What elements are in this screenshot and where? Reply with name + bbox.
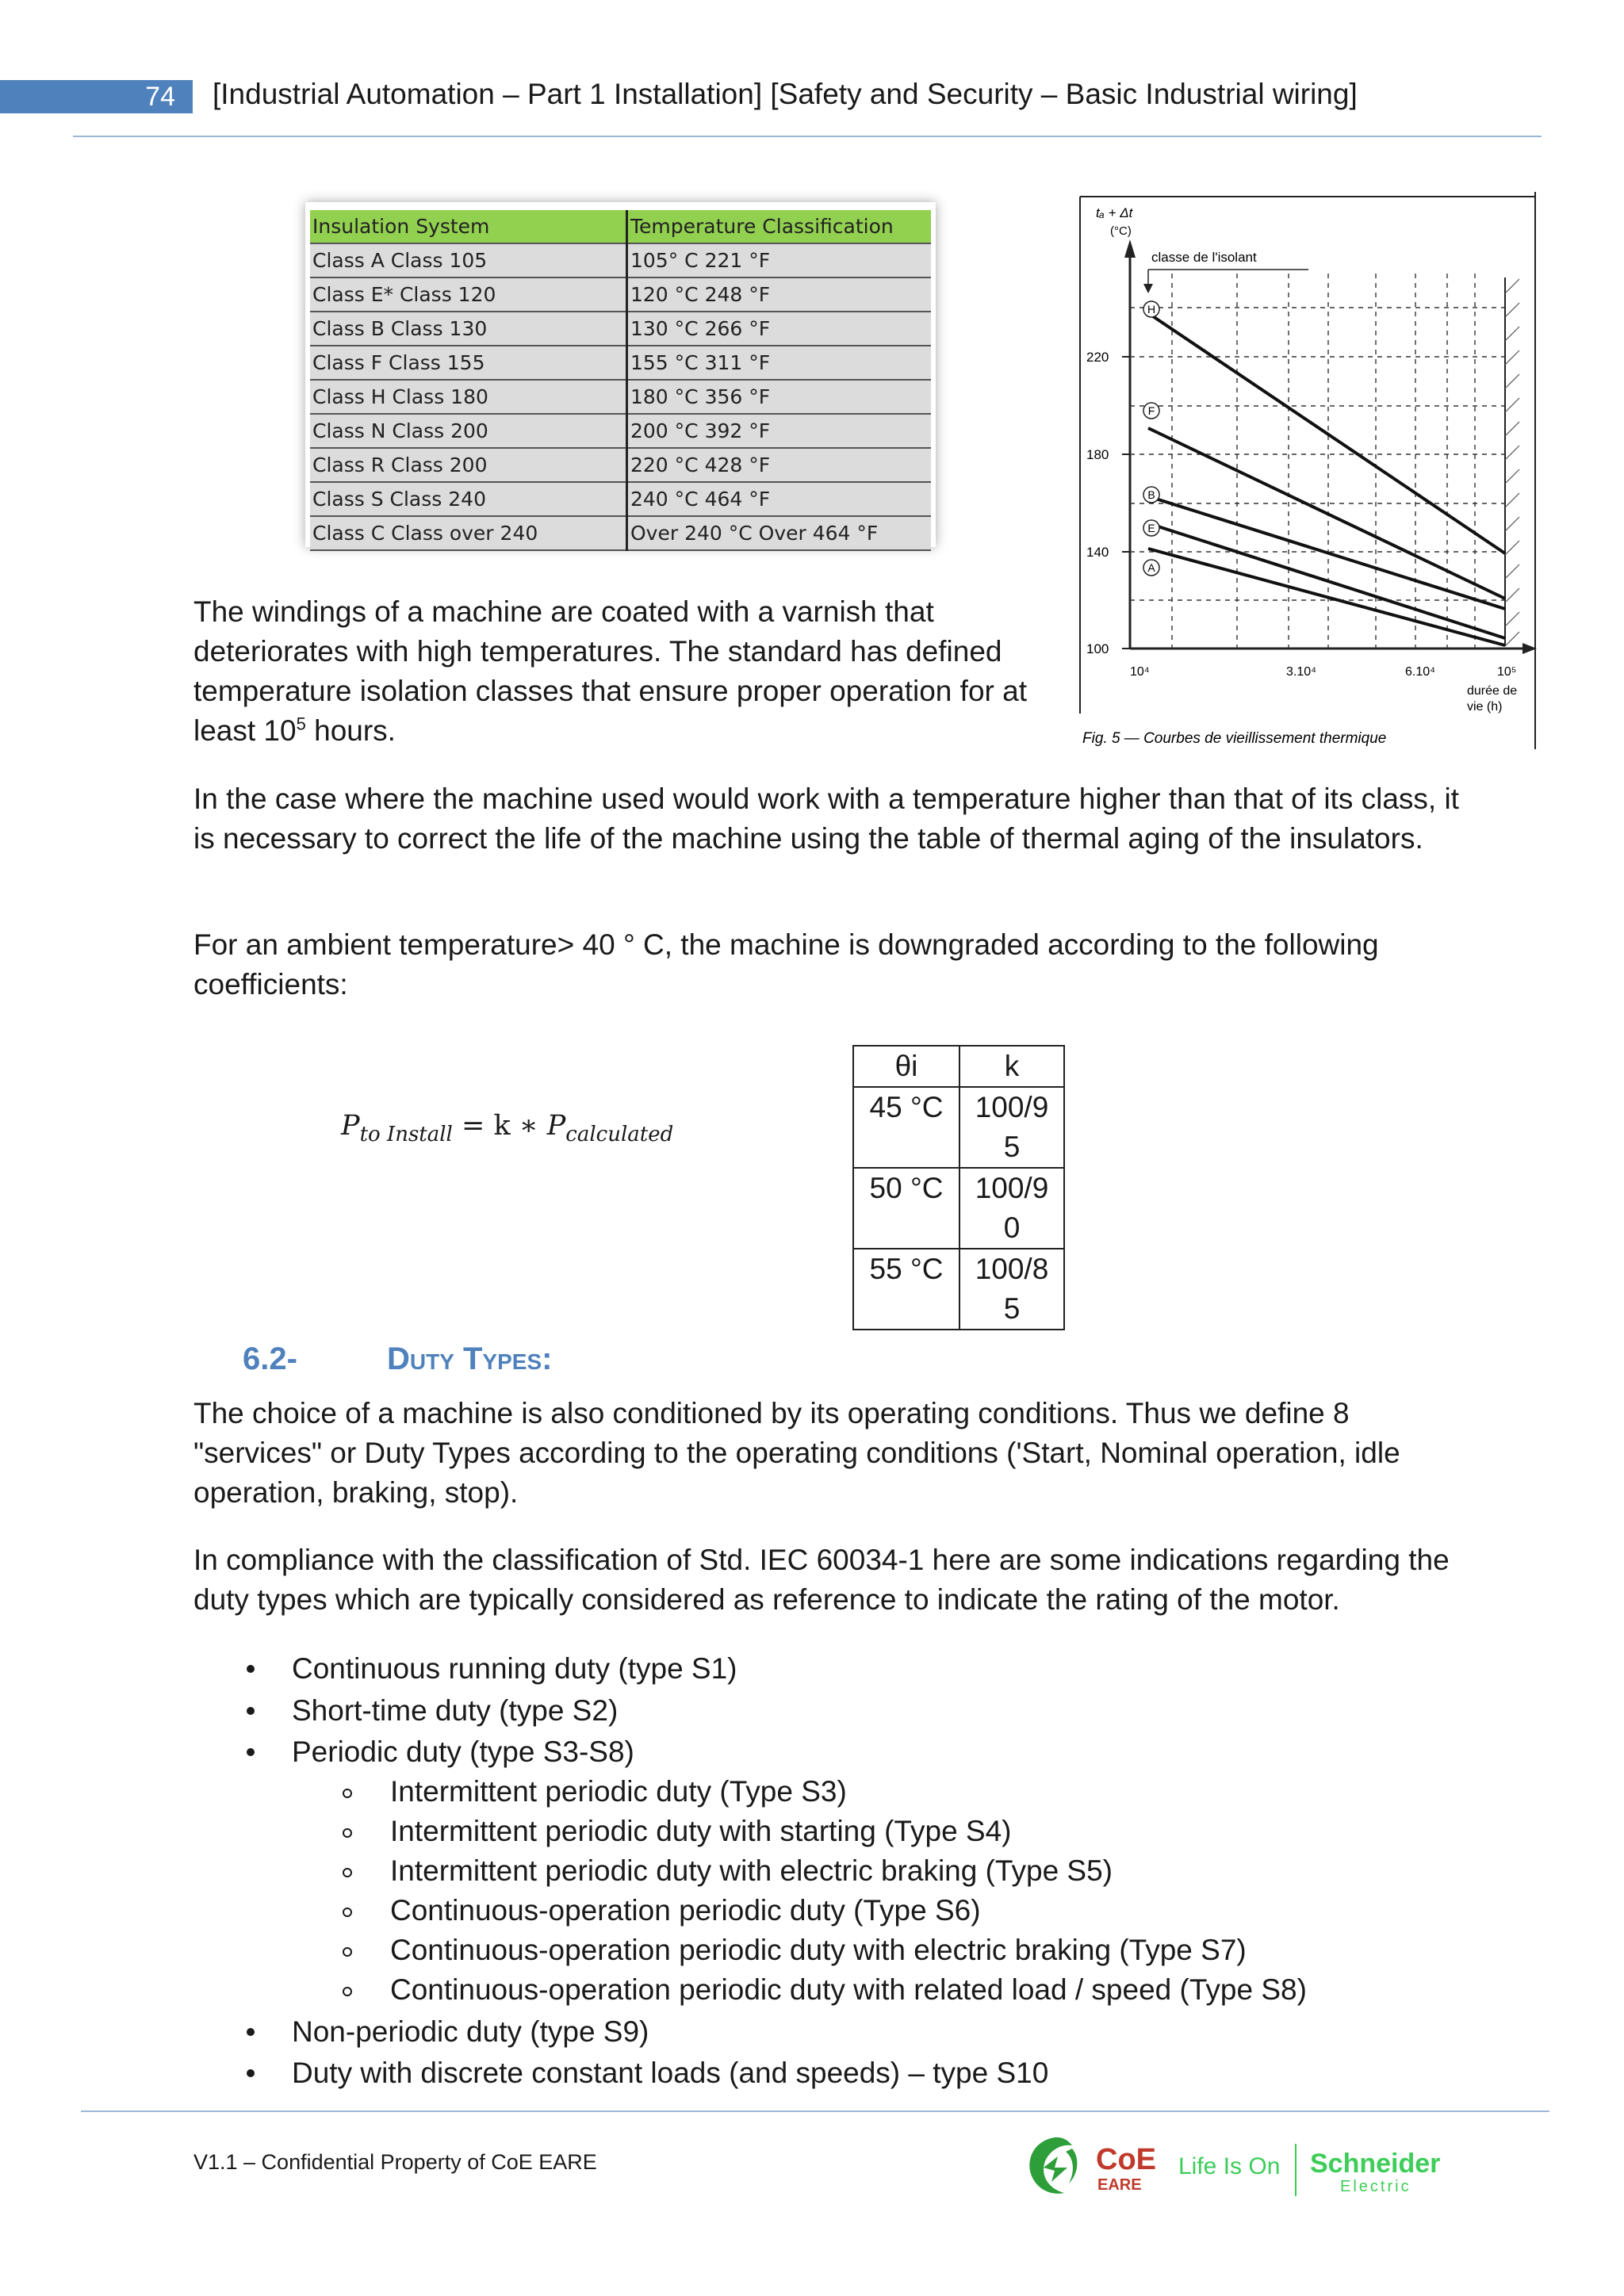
- bullet-icon: [247, 1707, 255, 1715]
- logo-eare: EARE: [1097, 2176, 1142, 2194]
- coef-k-line1: 100/9: [975, 1091, 1049, 1123]
- x-axis-unit: vie (h): [1467, 700, 1503, 714]
- y-tick-140: 140: [1086, 545, 1109, 560]
- class-bracket-arrow: [1143, 284, 1153, 293]
- logo-life-is-on: Life Is On: [1178, 2153, 1281, 2179]
- circle-bullet-icon: [343, 1987, 352, 1996]
- insulation-temp: 220 °C 428 °F: [627, 448, 932, 482]
- insulation-class: Class R Class 200: [310, 448, 627, 482]
- coef-k-line2: 5: [1003, 1292, 1021, 1325]
- curve-label-b: [1143, 487, 1159, 503]
- insulation-temp: 105° C 221 °F: [627, 243, 932, 277]
- insulation-table: [310, 210, 931, 551]
- svg-text:E: E: [1147, 522, 1155, 534]
- windings-text: The windings of a machine are coated with a varnish that deteriorates with high temperatures. The standard has defined temperature isolation classes that ensure proper operation for at least 10: [193, 595, 1027, 747]
- formula-p: P: [341, 1110, 360, 1142]
- insulation-class: Class S Class 240: [310, 482, 627, 516]
- coef-temp: 45 °C: [853, 1087, 959, 1168]
- bullet-icon: [247, 1748, 255, 1756]
- y-axis-label: tₐ + Δt: [1096, 205, 1133, 220]
- circle-bullet-icon: [343, 1868, 352, 1877]
- formula-rhs-sub: calculated: [565, 1123, 674, 1146]
- insulation-class: Class C Class over 240: [310, 516, 627, 550]
- choice-paragraph: [193, 1394, 1462, 1513]
- compliance-text: In compliance with the classification of Std. IEC 60034-1 here are some indications regarding the duty types which are typically considered as reference to indicate the rating of the motor.: [193, 1544, 1450, 1616]
- x-tick-1e5: 10⁵: [1497, 665, 1517, 679]
- insulation-temp: 180 °C 356 °F: [627, 380, 932, 414]
- list-item: Non-periodic duty (type S9): [292, 2015, 649, 2048]
- coe-logo-icon: [1029, 2137, 1077, 2194]
- header-divider: [73, 136, 1542, 137]
- logos-svg: [1023, 2133, 1467, 2201]
- coef-temp: 50 °C: [853, 1168, 959, 1249]
- logo-schneider: Schneider: [1310, 2149, 1441, 2179]
- table-row: [310, 243, 931, 277]
- coef-header-k: k: [959, 1046, 1064, 1087]
- curve-label-f: [1143, 403, 1159, 419]
- table-row: [310, 414, 931, 448]
- table-row: [310, 448, 931, 482]
- footer-divider: [81, 2110, 1549, 2112]
- insulation-class: Class E* Class 120: [310, 277, 627, 312]
- insulation-table-header: [310, 210, 931, 243]
- table-row: [853, 1087, 1064, 1168]
- header-title: [Industrial Automation – Part 1 Installation] [Safety and Security – Basic Industrial wiring]: [213, 78, 1358, 110]
- coef-header-theta: θi: [853, 1046, 959, 1087]
- footer-text: V1.1 – Confidential Property of CoE EARE: [193, 2150, 597, 2174]
- insulation-class: Class F Class 155: [310, 346, 627, 380]
- insulation-class: Class A Class 105: [310, 243, 627, 277]
- table-row: [310, 516, 931, 550]
- insulation-header-system: Insulation System: [310, 210, 627, 243]
- correction-text: In the case where the machine used would work with a temperature higher than that of its class, it is necessary to correct the life of the machine using the table of thermal aging of the insulators.: [193, 783, 1459, 855]
- formula-p2: P: [546, 1110, 566, 1142]
- circle-bullet-icon: [343, 1947, 352, 1957]
- circle-bullet-icon: [343, 1789, 352, 1798]
- table-row: [310, 482, 931, 516]
- y-tick-180: 180: [1086, 447, 1109, 462]
- svg-text:B: B: [1147, 488, 1155, 501]
- coef-k: [959, 1087, 1064, 1168]
- coef-k: [959, 1249, 1064, 1330]
- curve-label-h: [1143, 301, 1159, 317]
- x-tick-6e4: 6.10⁴: [1405, 665, 1436, 679]
- thermal-aging-figure: [1078, 190, 1538, 749]
- insulation-table-image: [305, 202, 936, 547]
- bullet-icon: [247, 2069, 255, 2077]
- list-item: Periodic duty (type S3-S8): [292, 1735, 634, 1768]
- correction-paragraph: [193, 779, 1462, 859]
- circle-bullet-icon: [343, 1908, 352, 1917]
- bullet-icon: [247, 1665, 255, 1673]
- x-tick-3e4: 3.10⁴: [1286, 665, 1317, 679]
- coef-k-line2: 0: [1003, 1211, 1021, 1244]
- y-tick-220: 220: [1086, 350, 1109, 365]
- x-axis-label: durée de: [1467, 684, 1518, 698]
- curve-label-e: [1143, 520, 1159, 536]
- windings-paragraph: [193, 592, 1058, 751]
- list-item: Continuous running duty (type S1): [292, 1652, 737, 1685]
- curve-a: [1148, 549, 1505, 645]
- curve-h: [1148, 313, 1505, 553]
- insulation-class: Class H Class 180: [310, 380, 627, 414]
- class-label: classe de l'isolant: [1151, 250, 1257, 265]
- table-row: [310, 277, 931, 312]
- footer-logos: [1023, 2133, 1467, 2201]
- formula-lhs-sub: to Install: [359, 1123, 453, 1146]
- svg-text:H: H: [1147, 303, 1156, 316]
- list-item: Continuous-operation periodic duty with electric braking (Type S7): [390, 1934, 1247, 1966]
- insulation-temp: Over 240 °C Over 464 °F: [627, 516, 932, 550]
- y-axis-unit: (°C): [1110, 224, 1132, 238]
- choice-text: The choice of a machine is also conditioned by its operating conditions. Thus we define 8 "services" or Duty Types according to the operating conditions ('Start, Nominal operation, idle operation, braking, stop).: [193, 1397, 1400, 1509]
- svg-text:A: A: [1147, 561, 1155, 574]
- page-number: 74: [0, 80, 193, 113]
- circle-bullet-icon: [343, 1828, 352, 1838]
- table-row: [310, 380, 931, 414]
- table-row: [310, 346, 931, 380]
- ambient-text: For an ambient temperature> 40 ° C, the machine is downgraded according to the following coefficients:: [193, 928, 1379, 1001]
- insulation-temp: 130 °C 266 °F: [627, 312, 932, 346]
- coef-k-line1: 100/8: [975, 1253, 1049, 1285]
- x-tick-1e4: 10⁴: [1130, 665, 1150, 679]
- insulation-temp: 155 °C 311 °F: [627, 346, 932, 380]
- power-formula: [341, 1110, 673, 1146]
- list-item: Short-time duty (type S2): [292, 1694, 619, 1727]
- list-item: Continuous-operation periodic duty (Type S6): [390, 1894, 981, 1927]
- coef-table-header: [853, 1046, 1064, 1087]
- formula-eq: = k ∗: [452, 1110, 547, 1142]
- y-tick-100: 100: [1086, 641, 1109, 656]
- coef-k-line2: 5: [1003, 1131, 1021, 1163]
- logo-electric: Electric: [1340, 2178, 1411, 2195]
- table-row: [310, 312, 931, 346]
- figure-caption: Fig. 5 — Courbes de vieillissement thermique: [1082, 730, 1387, 747]
- windings-text-end: hours.: [305, 714, 396, 747]
- insulation-temp: 200 °C 392 °F: [627, 414, 932, 448]
- curve-label-a: [1143, 560, 1159, 576]
- bullet-icon: [247, 2028, 255, 2036]
- section-number: 6.2-: [243, 1341, 297, 1376]
- svg-text:F: F: [1147, 404, 1155, 417]
- coef-k-line1: 100/9: [975, 1172, 1049, 1204]
- coef-temp: 55 °C: [853, 1249, 959, 1330]
- list-item: Duty with discrete constant loads (and speeds) – type S10: [292, 2057, 1049, 2089]
- insulation-class: Class N Class 200: [310, 414, 627, 448]
- insulation-temp: 240 °C 464 °F: [627, 482, 932, 516]
- list-item: Continuous-operation periodic duty with related load / speed (Type S8): [390, 1973, 1307, 2006]
- y-axis-arrow: [1124, 239, 1136, 258]
- insulation-class: Class B Class 130: [310, 312, 627, 346]
- hatching: [1505, 279, 1519, 646]
- table-row: [853, 1168, 1064, 1249]
- insulation-header-temperature: Temperature Classification: [627, 210, 932, 243]
- list-item: Intermittent periodic duty with starting (Type S4): [390, 1815, 1012, 1847]
- ambient-paragraph: [193, 925, 1462, 1004]
- coefficient-table: [852, 1045, 1065, 1330]
- list-item: Intermittent periodic duty (Type S3): [390, 1775, 847, 1808]
- table-row: [853, 1249, 1064, 1330]
- compliance-paragraph: [193, 1540, 1462, 1620]
- thermal-aging-chart: [1078, 190, 1538, 749]
- curve-e: [1148, 523, 1505, 638]
- insulation-temp: 120 °C 248 °F: [627, 277, 932, 312]
- list-item: Intermittent periodic duty with electric braking (Type S5): [390, 1854, 1113, 1887]
- coef-k: [959, 1168, 1064, 1249]
- logo-coe: CoE: [1096, 2143, 1156, 2176]
- section-title: Duty Types:: [387, 1341, 553, 1376]
- windings-exponent: 5: [296, 714, 306, 734]
